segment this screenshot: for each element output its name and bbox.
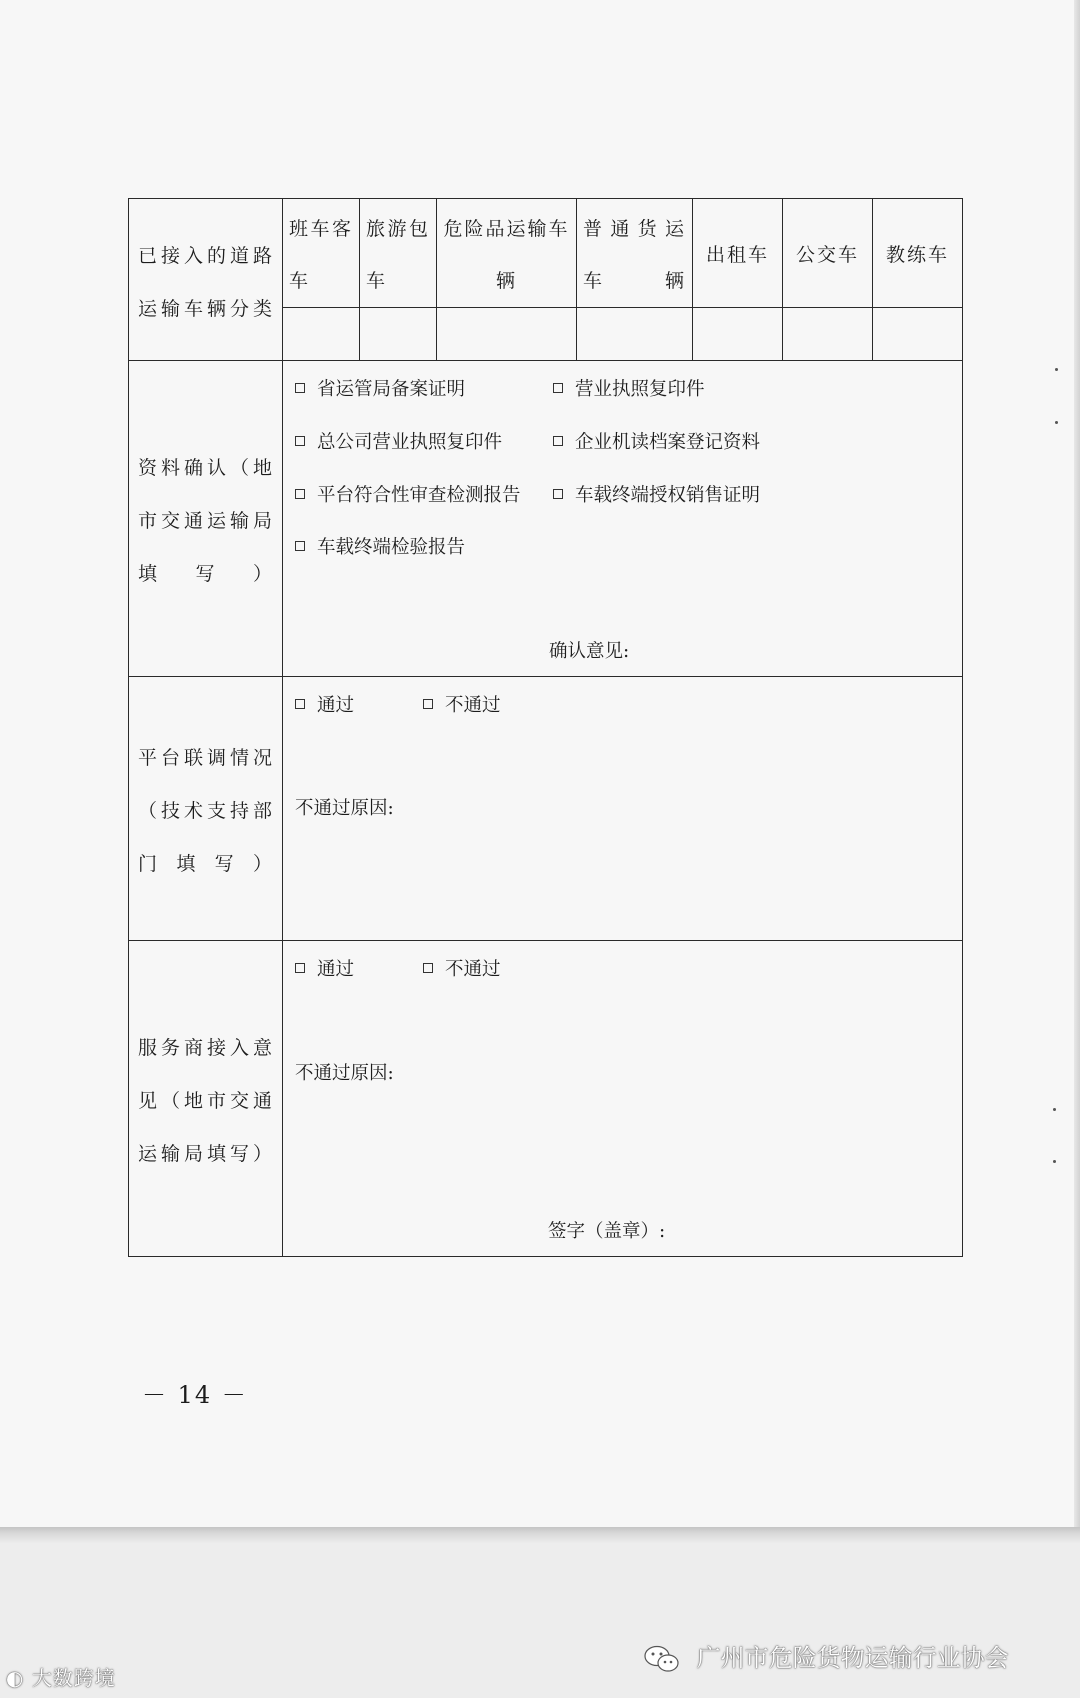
checkbox-row xyxy=(295,375,705,401)
watermark-left-text: 大数跨境 xyxy=(31,1666,116,1690)
access-opinion-content xyxy=(283,941,963,1257)
watermark-right-text: 广州市危险货物运输行业协会 xyxy=(696,1644,1009,1672)
category-freight-vehicle: 普通货运车辆 xyxy=(577,199,693,308)
checkbox-group xyxy=(553,375,705,401)
checkbox-label: 平台符合性审查检测报告 xyxy=(317,485,521,506)
checkbox-platform-compliance-report[interactable] xyxy=(295,489,305,499)
checkbox-fail[interactable] xyxy=(423,963,433,973)
checkbox-hq-business-license[interactable] xyxy=(295,436,305,446)
document-confirm-content xyxy=(283,361,963,677)
count-cell-taxi[interactable] xyxy=(693,308,783,361)
scan-speck xyxy=(1055,368,1058,371)
page-number: － 14 － xyxy=(142,1381,248,1409)
scan-speck xyxy=(1055,421,1058,424)
category-taxi: 出租车 xyxy=(693,199,783,308)
fail-reason-label: 不通过原因: xyxy=(295,1063,394,1084)
fail-option xyxy=(423,955,501,981)
page-edge xyxy=(1074,0,1080,1530)
checkbox-pass[interactable] xyxy=(295,699,305,709)
category-hazmat-vehicle: 危险品运输车辆 xyxy=(437,199,577,308)
count-cell-training-car[interactable] xyxy=(873,308,963,361)
category-public-bus: 公交车 xyxy=(783,199,873,308)
watermark-logo-icon: ◐ xyxy=(6,1666,25,1690)
checkbox-fail[interactable] xyxy=(423,699,433,709)
count-cell-freight-vehicle[interactable] xyxy=(577,308,693,361)
watermark-right xyxy=(643,1638,1009,1674)
pass-label: 通过 xyxy=(317,695,355,716)
fail-label: 不通过 xyxy=(445,959,501,980)
checkbox-label: 车载终端检验报告 xyxy=(317,537,466,558)
fail-reason-label: 不通过原因: xyxy=(295,798,394,819)
pass-fail-row xyxy=(295,691,501,717)
category-training-car: 教练车 xyxy=(873,199,963,308)
checkbox-pass[interactable] xyxy=(295,963,305,973)
checkbox-terminal-inspection-report[interactable] xyxy=(295,541,305,551)
checkbox-group xyxy=(553,428,760,454)
access-opinion-label: 服务商接入意见（地市交通运输局填写） xyxy=(129,941,283,1257)
checkbox-group xyxy=(553,481,760,507)
signature-seal-label: 签字（盖章）: xyxy=(548,1221,666,1242)
count-cell-hazmat-vehicle[interactable] xyxy=(437,308,577,361)
count-cell-public-bus[interactable] xyxy=(783,308,873,361)
access-opinion-row xyxy=(129,941,963,1257)
page-bottom-shadow xyxy=(0,1527,1080,1543)
document-confirm-row xyxy=(129,361,963,677)
checkbox-label: 省运管局备案证明 xyxy=(317,379,466,400)
checkbox-business-license[interactable] xyxy=(553,383,563,393)
vehicle-category-label: 已接入的道路运输车辆分类 xyxy=(129,199,283,361)
pass-label: 通过 xyxy=(317,959,355,980)
fail-label: 不通过 xyxy=(445,695,501,716)
category-tour-bus: 旅游包车 xyxy=(360,199,437,308)
count-cell-tour-bus[interactable] xyxy=(360,308,437,361)
application-form-table xyxy=(128,198,963,1257)
platform-integration-row xyxy=(129,677,963,941)
checkbox-row xyxy=(295,481,761,507)
category-intercity-bus: 班车客车 xyxy=(283,199,360,308)
document-confirm-label: 资料确认（地市交通运输局填写） xyxy=(129,361,283,677)
fail-option xyxy=(423,691,501,717)
checkbox-row xyxy=(295,533,465,559)
watermark-left xyxy=(6,1662,116,1691)
checkbox-provincial-filing[interactable] xyxy=(295,383,305,393)
platform-integration-label: 平台联调情况（技术支持部门填写） xyxy=(129,677,283,941)
scan-speck xyxy=(1053,1108,1056,1111)
checkbox-label: 营业执照复印件 xyxy=(575,379,705,400)
pass-fail-row xyxy=(295,955,501,981)
checkbox-label: 车载终端授权销售证明 xyxy=(575,485,761,506)
checkbox-label: 总公司营业执照复印件 xyxy=(317,432,503,453)
checkbox-terminal-sales-authorization[interactable] xyxy=(553,489,563,499)
checkbox-row xyxy=(295,428,761,454)
confirm-opinion-label: 确认意见: xyxy=(549,641,630,662)
checkbox-enterprise-records[interactable] xyxy=(553,436,563,446)
wechat-icon xyxy=(643,1644,681,1674)
checkbox-label: 企业机读档案登记资料 xyxy=(575,432,761,453)
count-cell-intercity-bus[interactable] xyxy=(283,308,360,361)
platform-integration-content xyxy=(283,677,963,941)
scan-speck xyxy=(1053,1160,1056,1163)
vehicle-category-header-row xyxy=(129,199,963,308)
